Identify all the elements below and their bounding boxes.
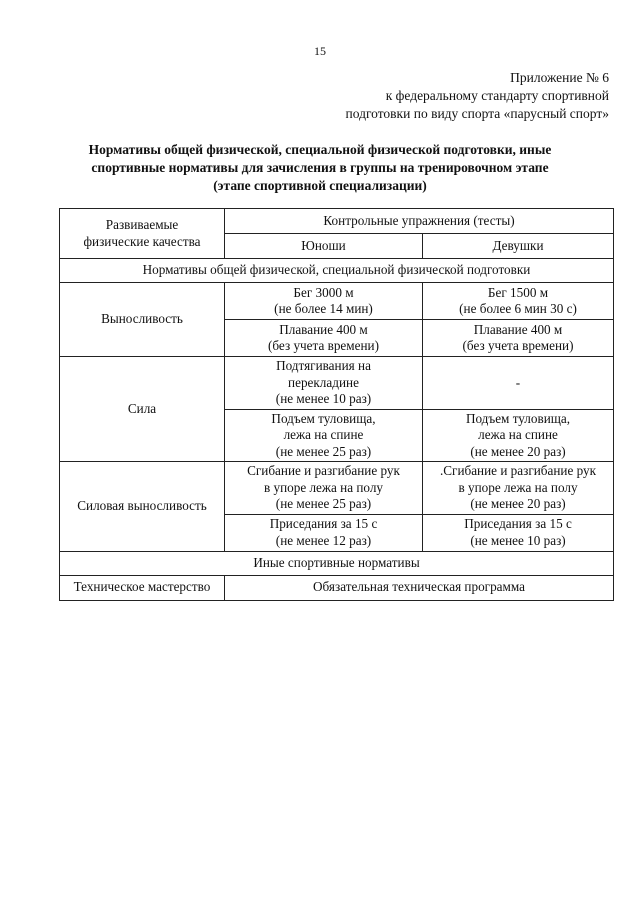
endurance-girls-run: Бег 1500 м (не более 6 мин 30 с) bbox=[423, 283, 614, 320]
quality-technical: Техническое мастерство bbox=[60, 575, 225, 600]
strength-girls-pullups: - bbox=[423, 357, 614, 410]
endurance-boys-swim: Плавание 400 м (без учета времени) bbox=[225, 320, 423, 357]
endurance-girls-swim: Плавание 400 м (без учета времени) bbox=[423, 320, 614, 357]
quality-endurance: Выносливость bbox=[60, 283, 225, 357]
page-number: 15 bbox=[314, 44, 326, 58]
header-girls: Девушки bbox=[423, 234, 614, 259]
section-other-norms: Иные спортивные нормативы bbox=[60, 551, 614, 575]
header-boys: Юноши bbox=[225, 234, 423, 259]
appendix-line-2: к федеральному стандарту спортивной bbox=[385, 88, 609, 103]
header-tests: Контрольные упражнения (тесты) bbox=[225, 209, 614, 234]
section-general-physical: Нормативы общей физической, специальной физической подготовки bbox=[60, 259, 614, 283]
strength-endurance-girls-pushups: .Сгибание и разгибание рук в упоре лежа на полу (не менее 20 раз) bbox=[423, 462, 614, 515]
title-line-3: (этапе спортивной специализации) bbox=[213, 178, 427, 193]
norms-table bbox=[59, 208, 614, 601]
appendix-header bbox=[209, 69, 609, 123]
strength-endurance-boys-squats: Приседания за 15 с (не менее 12 раз) bbox=[225, 514, 423, 551]
appendix-line-1: Приложение № 6 bbox=[510, 70, 609, 85]
technical-program: Обязательная техническая программа bbox=[225, 575, 614, 600]
title-line-2: спортивные нормативы для зачисления в группы на тренировочном этапе bbox=[91, 160, 549, 175]
quality-strength-endurance: Силовая выносливость bbox=[60, 462, 225, 552]
endurance-boys-run: Бег 3000 м (не более 14 мин) bbox=[225, 283, 423, 320]
quality-strength: Сила bbox=[60, 357, 225, 462]
title-line-1: Нормативы общей физической, специальной физической подготовки, иные bbox=[88, 142, 552, 157]
appendix-line-3: подготовки по виду спорта «парусный спорт» bbox=[345, 106, 609, 121]
strength-endurance-girls-squats: Приседания за 15 с (не менее 10 раз) bbox=[423, 514, 614, 551]
document-title bbox=[40, 141, 600, 195]
strength-endurance-boys-pushups: Сгибание и разгибание рук в упоре лежа на полу (не менее 25 раз) bbox=[225, 462, 423, 515]
header-qualities: Развиваемые физические качества bbox=[60, 209, 225, 259]
strength-boys-pullups: Подтягивания на перекладине (не менее 10 раз) bbox=[225, 357, 423, 410]
strength-boys-situps: Подъем туловища, лежа на спине (не менее 25 раз) bbox=[225, 409, 423, 462]
strength-girls-situps: Подъем туловища, лежа на спине (не менее 20 раз) bbox=[423, 409, 614, 462]
